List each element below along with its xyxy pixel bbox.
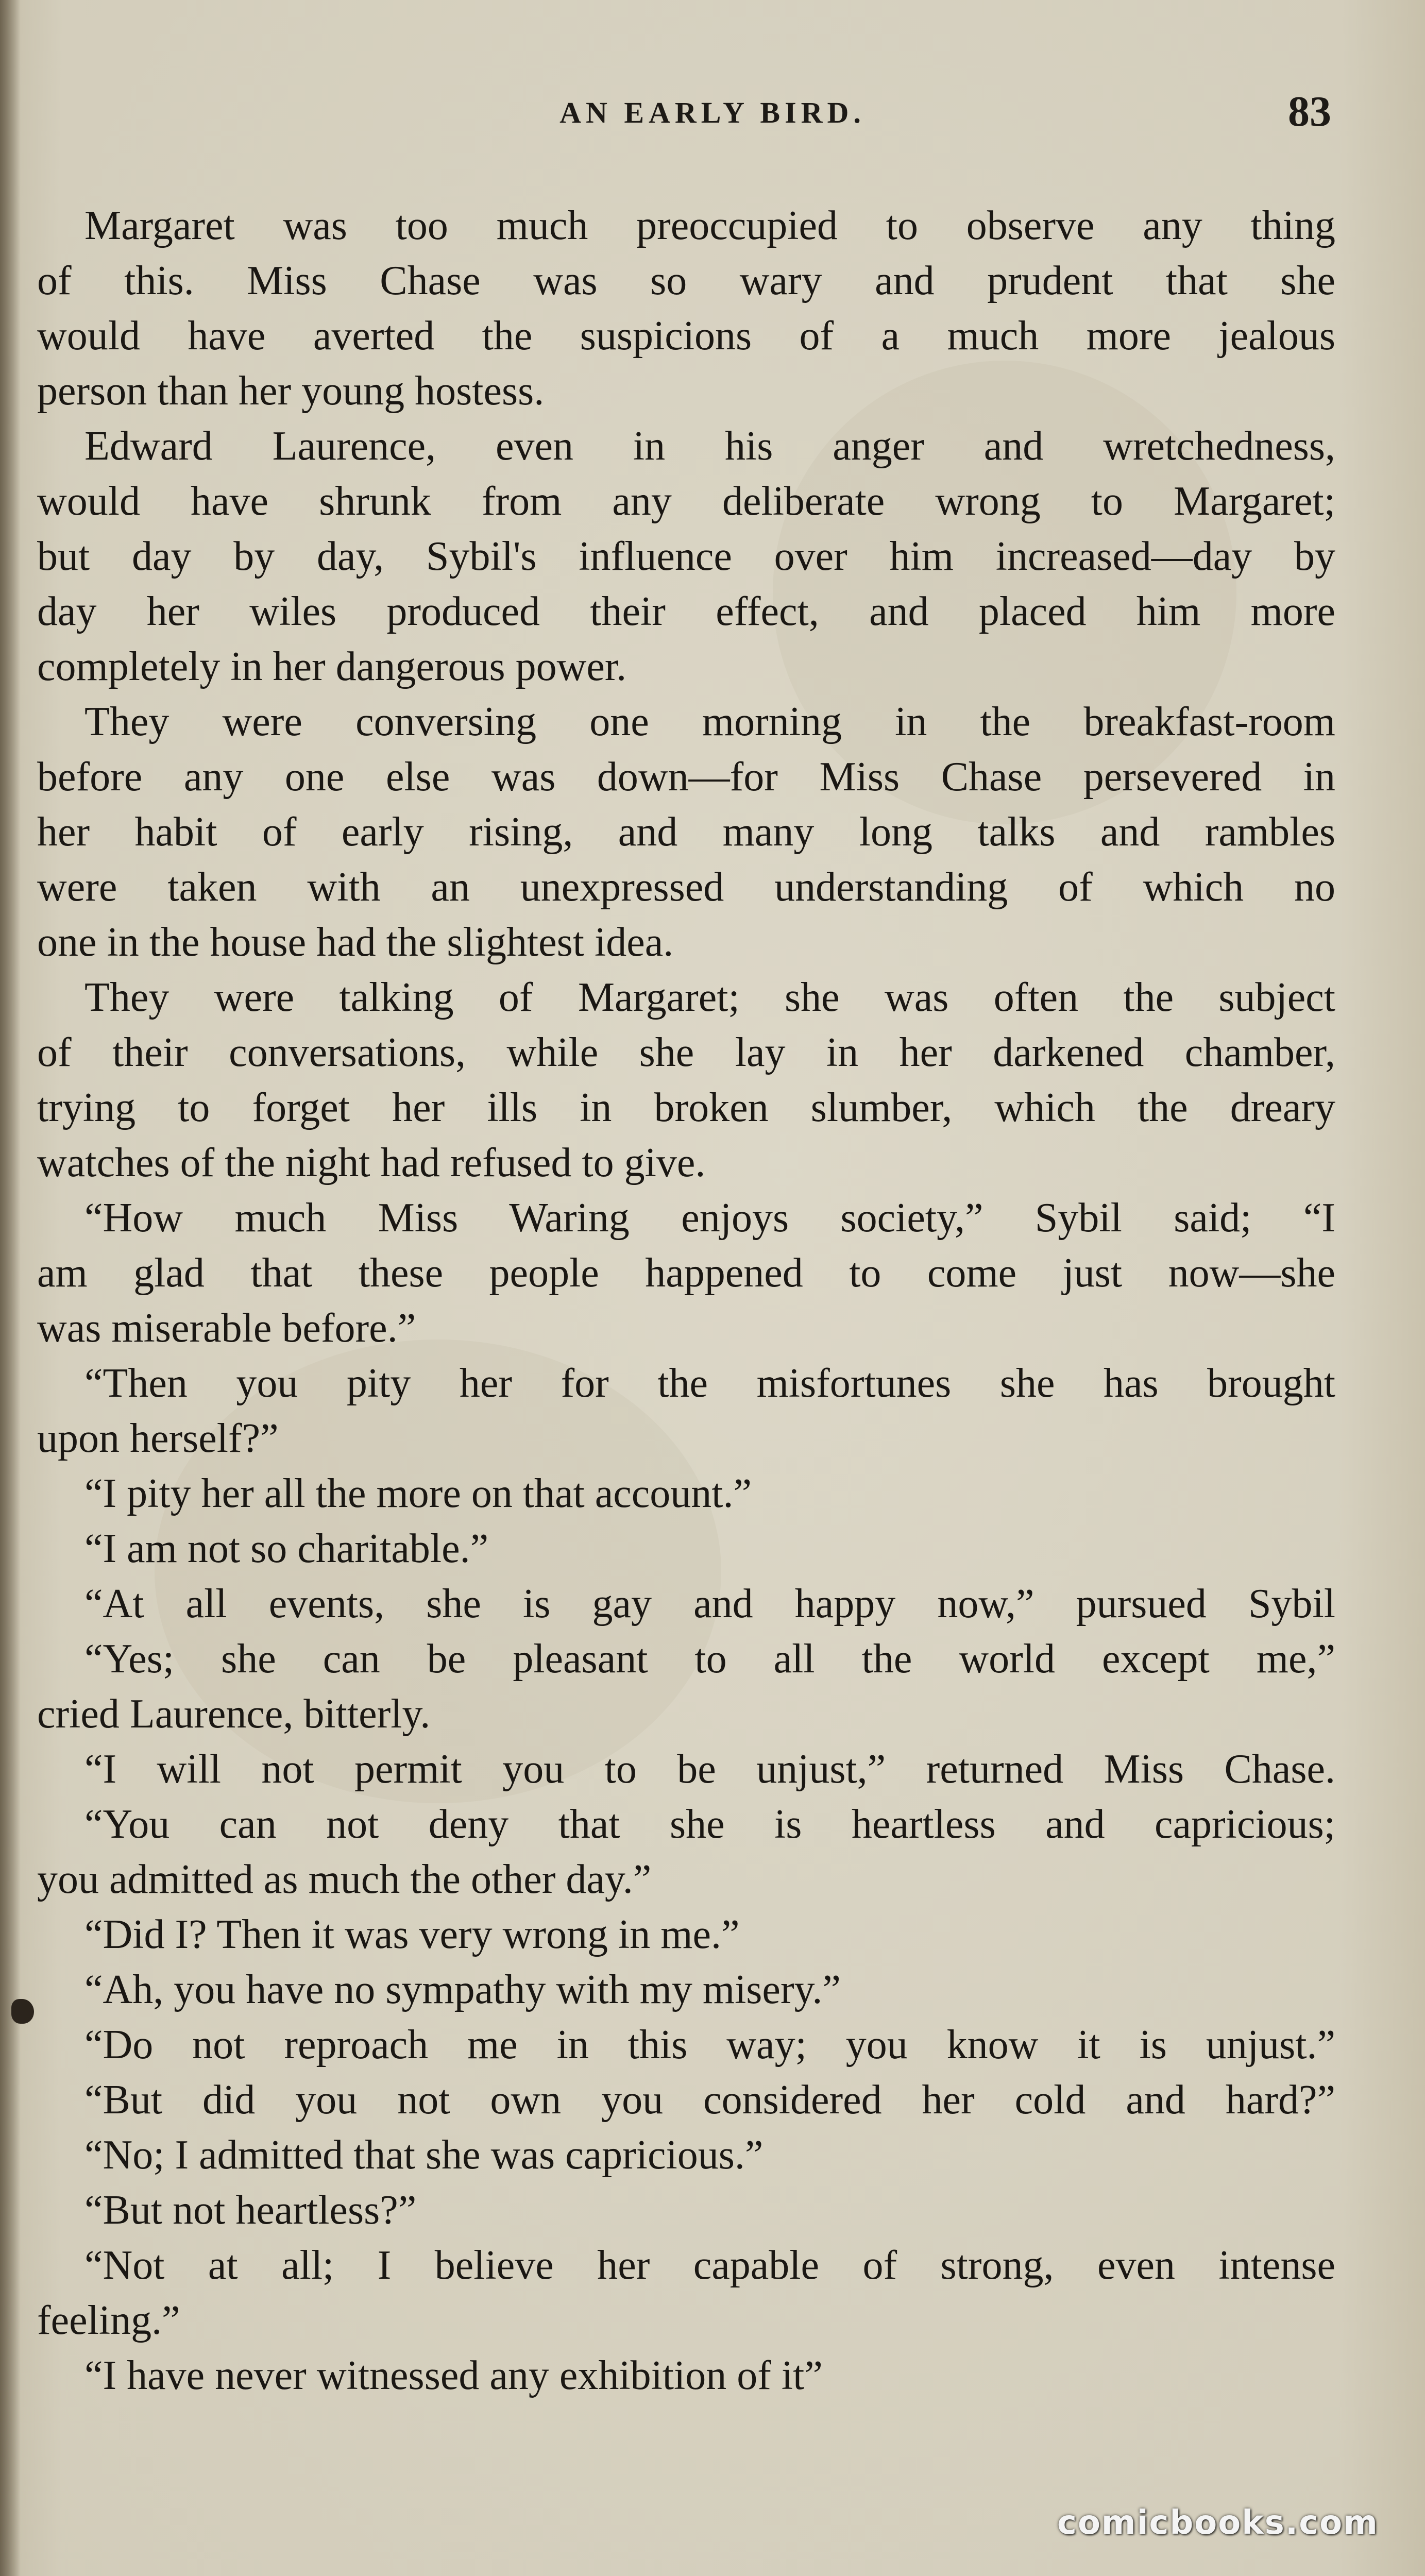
text-line: of this. Miss Chase was so wary and prudent that she [37,258,1335,303]
text-line: “No; I admitted that she was capricious.” [84,2132,764,2178]
text-line: trying to forget her ills in broken slumber, which the dreary [37,1085,1335,1130]
text-line: They were conversing one morning in the breakfast-room [84,699,1335,744]
text-line: “I will not permit you to be unjust,” returned Miss Chase. [84,1747,1335,1792]
text-line: cried Laurence, bitterly. [37,1691,431,1737]
text-line: would have averted the suspicions of a much more jealous [37,313,1335,359]
text-line: were taken with an unexpressed understanding of which no [37,865,1335,910]
text-line: Edward Laurence, even in his anger and wretchedness, [84,423,1335,469]
text-line: was miserable before.” [37,1306,416,1351]
text-line: but day by day, Sybil's influence over him increased—day by [37,534,1335,579]
text-line: “Did I? Then it was very wrong in me.” [84,1912,740,1957]
binding-shadow [0,0,21,2576]
text-line: day her wiles produced their effect, and placed him more [37,589,1335,634]
page-number: 83 [1288,88,1331,135]
text-line: one in the house had the slightest idea. [37,920,674,965]
text-line: “But not heartless?” [84,2188,417,2233]
text-line: “Then you pity her for the misfortunes she has brought [84,1361,1335,1406]
text-line: “I pity her all the more on that account.” [84,1471,752,1516]
text-line: feeling.” [37,2298,180,2343]
text-line: “But did you not own you considered her cold and hard?” [84,2077,1335,2123]
text-line: completely in her dangerous power. [37,644,627,689]
text-line: “At all events, she is gay and happy now,” pursued Sybil [84,1581,1335,1626]
ink-blot [11,1999,34,2024]
text-line: “Ah, you have no sympathy with my misery.” [84,1967,841,2012]
text-line: her habit of early rising, and many long talks and rambles [37,809,1335,855]
text-line: upon herself?” [37,1416,279,1461]
text-line: would have shrunk from any deliberate wrong to Margaret; [37,479,1335,524]
text-line: “I am not so charitable.” [84,1526,489,1571]
text-line: “You can not deny that she is heartless and capricious; [84,1802,1335,1847]
text-line: person than her young hostess. [37,368,545,414]
text-line: before any one else was down—for Miss Chase persevered in [37,754,1335,800]
text-line: “Do not reproach me in this way; you know it is unjust.” [84,2022,1335,2067]
body-text [37,198,1335,2403]
watermark [1057,2504,1413,2554]
running-head: AN EARLY BIRD. [559,96,866,129]
text-line: watches of the night had refused to give. [37,1140,706,1185]
text-line: you admitted as much the other day.” [37,1857,652,1902]
text-line: of their conversations, while she lay in her darkened chamber, [37,1030,1335,1075]
text-line: “I have never witnessed any exhibition of it” [84,2353,823,2398]
text-line: Margaret was too much preoccupied to observe any thing [84,203,1335,248]
text-line: “How much Miss Waring enjoys society,” Sybil said; “I [84,1195,1335,1241]
text-line: am glad that these people happened to come just now—she [37,1250,1335,1296]
watermark-text: comicbooks.com [1057,2504,1379,2542]
text-line: They were talking of Margaret; she was often the subject [84,975,1335,1020]
text-line: “Yes; she can be pleasant to all the world except me,” [84,1636,1335,1682]
text-line: “Not at all; I believe her capable of strong, even intense [84,2243,1335,2288]
